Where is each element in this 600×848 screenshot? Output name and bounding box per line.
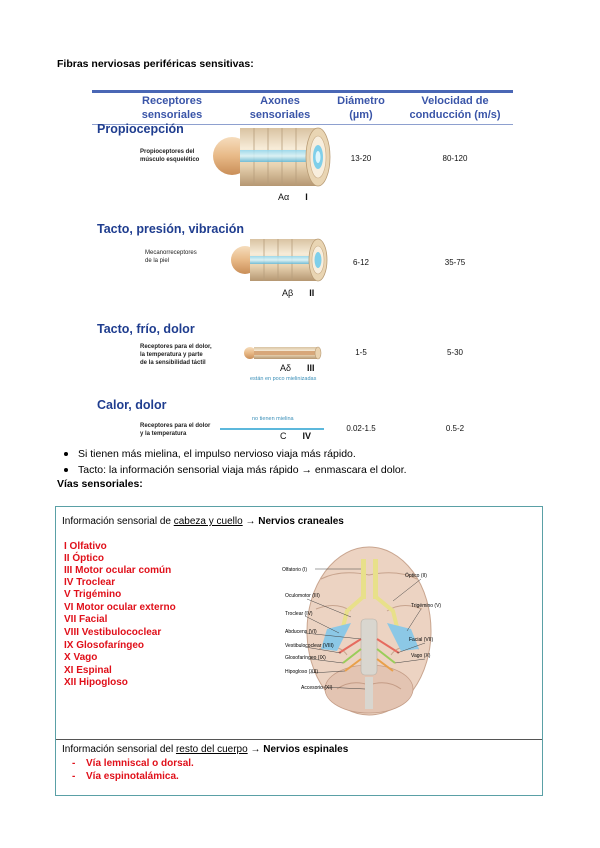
diameter-row-1: 13-20 [350, 154, 372, 163]
brain-cranial-nerves-illustration [281, 539, 451, 729]
table-top-rule [92, 90, 513, 93]
cranial-nerve-2: II Óptico [64, 553, 104, 564]
fiber-a-alpha-drawing [213, 128, 330, 186]
brain-label-troclear: Troclear (IV) [285, 611, 313, 617]
sensory-pathways-box [55, 506, 543, 796]
box-divider [56, 739, 542, 740]
section-heading-vias: Vías sensoriales: [57, 478, 143, 490]
nerve-fiber-table-figure [92, 86, 513, 443]
header-axones: Axones sensoriales [249, 95, 311, 121]
cranial-info-line: Información sensorial de cabeza y cuello → Nervios craneales [62, 516, 344, 527]
diameter-row-4: 0.02-1.5 [346, 424, 376, 433]
fiber-type-row-1: Aα I [278, 192, 308, 202]
receptor-row-2: Mecanorreceptores de la piel [145, 250, 197, 264]
section-propiocepcion: Propiocepción [97, 122, 184, 136]
cranial-nerve-3: III Motor ocular común [64, 565, 172, 576]
cranial-nerve-11: XI Espinal [64, 665, 112, 676]
cranial-nerve-4: IV Troclear [64, 577, 116, 588]
diameter-row-2: 6-12 [352, 258, 369, 267]
velocity-row-3: 5-30 [446, 348, 463, 357]
cranial-nerve-1: I Olfativo [64, 541, 107, 552]
section-tacto-frio: Tacto, frío, dolor [97, 322, 195, 336]
brain-label-abducens: Abducens (VI) [285, 629, 317, 635]
bullet-myelin: Si tienen más mielina, el impulso nervioso viaja más rápido. [78, 448, 356, 460]
brain-label-hipogloso: Hipogloso (XII) [285, 669, 319, 675]
receptor-row-3: Receptores para el dolor, la temperatura y parte de la sensibilidad táctil [140, 344, 212, 366]
receptor-row-1: Propioceptores del músculo esquelético [140, 149, 200, 163]
brain-label-facial: Facial (VII) [409, 637, 434, 643]
spinal-info-line: Información sensorial del resto del cuerpo → Nervios espinales [62, 744, 349, 755]
fiber-type-row-4: C IV [280, 431, 312, 441]
receptor-row-4: Receptores para el dolor y la temperatura [140, 423, 211, 437]
brain-label-accesorio: Accesorio (XI) [301, 685, 333, 691]
fiber-type-row-2: Aβ II [282, 288, 315, 298]
cranial-nerve-7: VII Facial [64, 614, 108, 625]
fiber-a-beta-drawing [231, 239, 327, 281]
header-receptores: Receptores sensoriales [141, 95, 203, 121]
note-row-4: no tienen mielina [252, 416, 294, 422]
header-velocidad: Velocidad de conducción (m/s) [409, 95, 501, 121]
velocity-row-2: 35-75 [444, 258, 466, 267]
fiber-a-delta-drawing [244, 347, 321, 359]
brain-label-oculomotor: Oculomotor (III) [285, 593, 320, 599]
brain-label-glosofaringeo: Glosofaríngeo (IX) [285, 655, 326, 661]
section-calor-dolor: Calor, dolor [97, 398, 167, 412]
section-tacto-presion: Tacto, presión, vibración [97, 222, 245, 236]
cranial-nerve-12: XII Hipogloso [64, 677, 128, 688]
brain-label-vago: Vago (X) [411, 653, 431, 659]
cranial-nerve-8: VIII Vestibulococlear [64, 627, 162, 638]
cranial-nerve-10: X Vago [64, 652, 98, 663]
velocity-row-4: 0.5-2 [445, 424, 465, 433]
cranial-nerve-9: IX Glosofaríngeo [64, 640, 145, 651]
fiber-type-row-3: Aδ III [280, 363, 315, 373]
velocity-row-1: 80-120 [442, 154, 468, 163]
cranial-nerve-6: VI Motor ocular externo [64, 602, 176, 613]
cranial-nerve-5: V Trigémino [64, 589, 122, 600]
brain-label-trigemino: Trigémino (V) [411, 603, 442, 609]
bullet-touch: Tacto: la información sensorial viaja más rápido → enmascara el dolor. [78, 464, 407, 476]
spinal-path-2: - Vía espinotalámica. [86, 771, 179, 782]
brain-label-optico: Óptico (II) [405, 573, 427, 579]
brain-label-vestibulococlear: Vestibulococlear (VIII) [285, 643, 334, 649]
diameter-row-3: 1-5 [355, 348, 367, 357]
header-diametro: Diámetro (µm) [337, 95, 385, 121]
spinal-path-1: - Vía lemniscal o dorsal. [86, 758, 194, 769]
section-heading-fibers: Fibras nerviosas periféricas sensitivas: [57, 58, 254, 70]
note-row-3: están en poco mielinizadas [250, 376, 317, 382]
brain-label-olfatorio: Olfatorio (I) [281, 567, 307, 573]
